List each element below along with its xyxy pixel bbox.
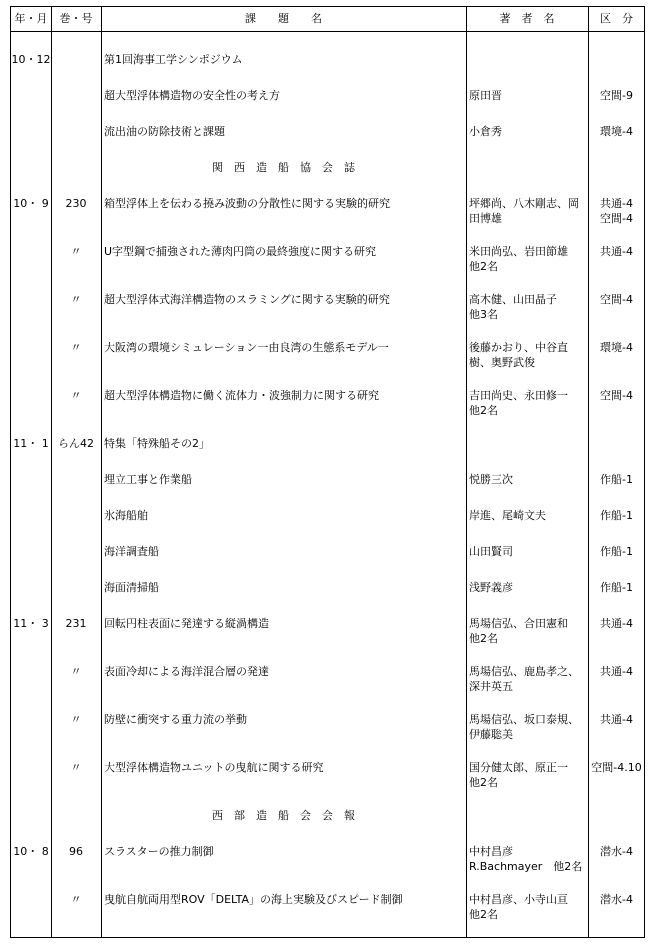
row-category: 共通-4: [600, 713, 633, 726]
row-author: 馬場信弘、鹿島孝之、: [469, 665, 579, 678]
row-title: スラスターの推力制御: [104, 845, 214, 858]
header-title: 課 題 名: [245, 12, 322, 25]
row-title: 超大型浮体構造物の安全性の考え方: [104, 89, 280, 102]
row-category: 環境-4: [600, 125, 633, 138]
row-author: 米田尚弘、岩田節雄: [469, 245, 568, 258]
row-volume: 〃: [70, 293, 82, 306]
row-title: 第1回海事工学シンポジウム: [104, 53, 243, 66]
row-author: 後藤かおり、中谷直: [469, 341, 568, 354]
row-author: 悦勝三次: [469, 473, 513, 486]
row-category: 空間-4: [600, 212, 633, 225]
row-volume: 〃: [70, 761, 82, 774]
row-volume: 〃: [70, 893, 82, 906]
row-title: 防壁に衝突する重力流の挙動: [104, 713, 247, 726]
row-category: 作船-1: [600, 473, 633, 486]
row-title: 大型浮体構造物ユニットの曳航に関する研究: [104, 761, 324, 774]
row-category: 潜水-4: [600, 893, 633, 906]
row-category: 環境-4: [600, 341, 633, 354]
row-date: 11・ 1: [13, 437, 49, 450]
row-date: 11・ 3: [13, 617, 49, 630]
row-volume: 230: [65, 197, 87, 210]
row-title: 曳航自航両用型ROV「DELTA」の海上実験及びスピード制御: [104, 893, 403, 906]
row-title: 回転円柱表面に発達する縦渦構造: [104, 617, 269, 630]
row-author: 他2名: [469, 632, 498, 645]
row-category: 空間-4: [600, 389, 633, 402]
row-author: 小倉秀: [469, 125, 502, 138]
row-author: 他3名: [469, 308, 498, 321]
row-title: 特集「特殊船その2」: [104, 437, 210, 450]
row-title: 超大型浮体式海洋構造物のスラミングに関する実験的研究: [104, 293, 390, 306]
row-volume: 96: [69, 845, 83, 858]
header-divider: [11, 31, 644, 32]
row-author: 伊藤聡美: [469, 728, 513, 741]
row-category: 空間-4.10: [591, 761, 642, 774]
row-author: 吉田尚史、永田修一: [469, 389, 568, 402]
row-category: 共通-4: [600, 665, 633, 678]
row-author: 中村昌彦、小寺山亘: [469, 893, 568, 906]
row-title: 流出油の防除技術と課題: [104, 125, 225, 138]
publication-table: [10, 6, 645, 938]
row-author: 田博雄: [469, 212, 502, 225]
row-author: 坪郷尚、八木剛志、岡: [469, 197, 579, 210]
row-category: 作船-1: [600, 581, 633, 594]
row-date: 10・ 8: [13, 845, 49, 858]
column-divider: [101, 7, 102, 937]
row-author: 岸進、尾崎文夫: [469, 509, 546, 522]
row-date: 10・ 9: [13, 197, 49, 210]
row-category: 空間-4: [600, 293, 633, 306]
row-author: 国分健太郎、原正一: [469, 761, 568, 774]
row-title: 箱型浮体上を伝わる撓み波動の分散性に関する実験的研究: [104, 197, 390, 210]
column-divider: [51, 7, 52, 937]
row-author: 他2名: [469, 404, 498, 417]
header-category: 区 分: [600, 12, 633, 25]
row-author: 浅野義彦: [469, 581, 513, 594]
row-category: 作船-1: [600, 545, 633, 558]
row-volume: 〃: [70, 341, 82, 354]
row-category: 潜水-4: [600, 845, 633, 858]
row-author: 他2名: [469, 908, 498, 921]
row-author: 中村昌彦: [469, 845, 513, 858]
row-author: 馬場信弘、合田憲和: [469, 617, 568, 630]
row-author: 山田賢司: [469, 545, 513, 558]
row-volume: 〃: [70, 389, 82, 402]
row-author: 高木健、山田晶子: [469, 293, 557, 306]
header-date: 年・月: [14, 12, 48, 25]
row-title: 埋立工事と作業船: [104, 473, 192, 486]
row-volume: 〃: [70, 713, 82, 726]
row-title: U字型鋼で捕強された薄肉円筒の最終強度に関する研究: [104, 245, 377, 258]
row-category: 空間-9: [600, 89, 633, 102]
section-heading: 関 西 造 船 協 会 誌: [212, 161, 355, 174]
row-author: R.Bachmayer 他2名: [469, 860, 583, 873]
row-category: 作船-1: [600, 509, 633, 522]
row-author: 樹、奥野武俊: [469, 356, 535, 369]
row-title: 海面清掃船: [104, 581, 159, 594]
row-author: 馬場信弘、坂口泰規、: [469, 713, 579, 726]
row-title: 海洋調査船: [104, 545, 159, 558]
row-category: 共通-4: [600, 197, 633, 210]
row-category: 共通-4: [600, 245, 633, 258]
row-volume: 〃: [70, 665, 82, 678]
row-author: 他2名: [469, 776, 498, 789]
row-title: 大阪湾の環境シミュレーション一由良湾の生態系モデル一: [104, 341, 389, 354]
row-volume: らん42: [58, 437, 94, 450]
column-divider: [588, 7, 589, 937]
row-author: 他2名: [469, 260, 498, 273]
row-date: 10・12: [11, 53, 51, 66]
row-title: 表面冷却による海洋混合層の発達: [104, 665, 269, 678]
row-author: 原田晋: [469, 89, 502, 102]
row-author: 深井英五: [469, 680, 513, 693]
column-divider: [466, 7, 467, 937]
row-category: 共通-4: [600, 617, 633, 630]
section-heading: 西 部 造 船 会 会 報: [212, 809, 355, 822]
row-volume: 〃: [70, 245, 82, 258]
row-title: 氷海船舶: [104, 509, 148, 522]
row-volume: 231: [65, 617, 87, 630]
row-title: 超大型浮体構造物に働く流体力・波強制力に関する研究: [104, 389, 379, 402]
header-author: 著 者 名: [499, 12, 555, 25]
header-volume: 巻・号: [59, 12, 93, 25]
